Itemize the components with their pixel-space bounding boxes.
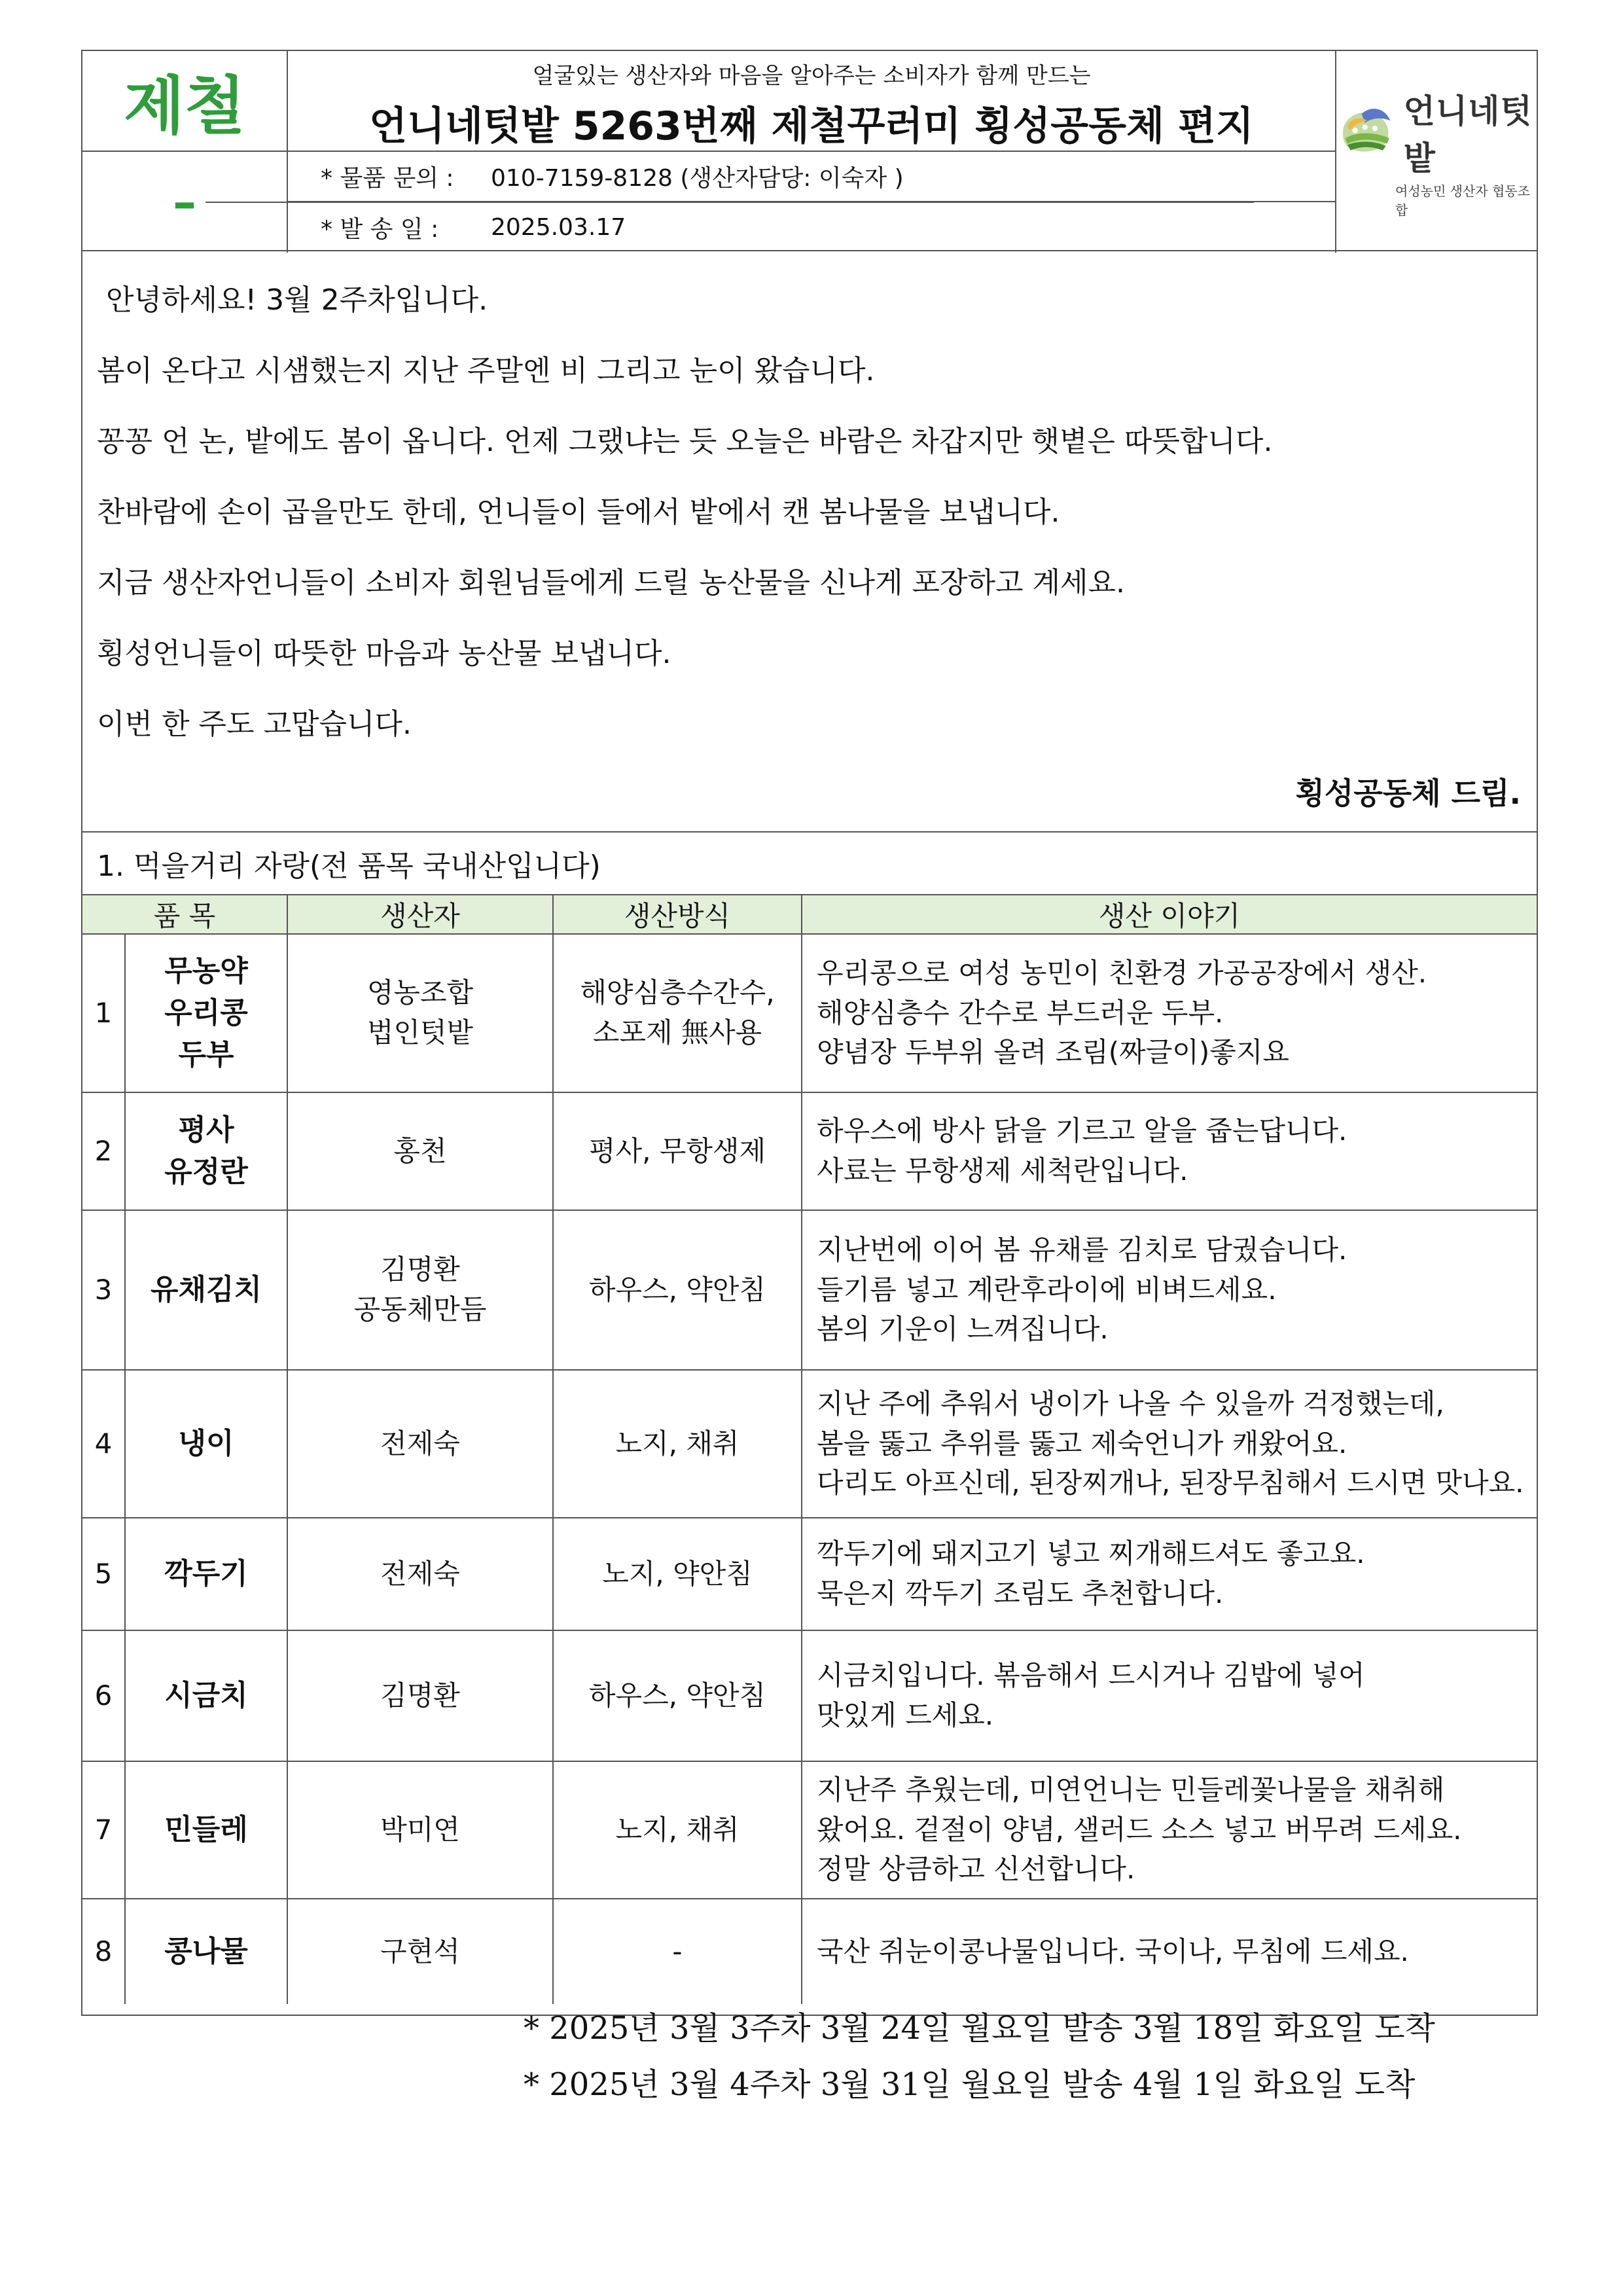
producer-line: 공동체만듬 — [353, 1293, 487, 1325]
row-number: 7 — [82, 1762, 126, 1898]
schedule-note: * 2025년 3월 4주차 3월 31일 월요일 발송 4월 1일 화요일 도착 — [524, 2066, 1416, 2103]
item-name-line: 유정란 — [164, 1155, 248, 1189]
method-line: 노지, 약안침 — [602, 1557, 753, 1590]
method-line: - — [672, 1935, 683, 1967]
letter-line: 이번 한 주도 고맙습니다. — [97, 708, 412, 741]
letter-line: 지금 생산자언니들이 소비자 회원님들에게 드릴 농산물을 신나게 포장하고 계세요. — [97, 566, 1126, 600]
story-line: 시금치입니다. 볶음해서 드시거나 김밥에 넣어 — [817, 1659, 1365, 1692]
letter-line: 횡성언니들이 따뜻한 마음과 농산물 보냅니다. — [97, 637, 671, 670]
producer — [288, 1899, 554, 2004]
farm-field-logo-icon — [1336, 96, 1397, 168]
method-line: 노지, 채취 — [615, 1813, 740, 1846]
method — [554, 935, 802, 1092]
story-line: 봄을 뚫고 추위를 뚫고 제숙언니가 캐왔어요. — [817, 1427, 1347, 1460]
item-name — [126, 1518, 288, 1630]
table-row — [82, 1371, 1537, 1518]
story — [802, 1899, 1537, 2004]
table-row — [82, 1093, 1537, 1211]
row-number: 4 — [82, 1371, 126, 1517]
season-tag: 제철 — [82, 51, 288, 152]
item-name-line: 깍두기 — [164, 1557, 248, 1591]
item-name-line: 평사 — [178, 1113, 234, 1147]
story — [802, 1518, 1537, 1630]
method — [554, 1762, 802, 1898]
item-name-line: 민들레 — [164, 1813, 248, 1847]
letter-line: 안녕하세요! 3월 2주차입니다. — [106, 283, 488, 317]
title-cell — [288, 51, 1336, 152]
story-line: 봄의 기운이 느껴집니다. — [817, 1313, 1109, 1346]
method-line: 노지, 채취 — [615, 1427, 740, 1460]
method — [554, 1899, 802, 2004]
inquiry-label: * 물품 문의 : — [321, 165, 454, 192]
item-name-line: 콩나물 — [164, 1935, 248, 1969]
story-line: 우리콩으로 여성 농민이 친환경 가공공장에서 생산. — [817, 956, 1427, 989]
story — [802, 1093, 1537, 1210]
row-number: 5 — [82, 1518, 126, 1630]
story — [802, 1371, 1537, 1517]
producer — [288, 1211, 554, 1369]
table-row — [82, 1762, 1537, 1899]
logo-name: 언니네텃밭 — [1403, 92, 1533, 177]
header-producer: 생산자 — [288, 895, 554, 935]
item-name-line: 냉이 — [178, 1427, 234, 1461]
producer-line: 법인텃밭 — [366, 1016, 474, 1049]
row-number: 6 — [82, 1631, 126, 1761]
letter-body — [81, 251, 1538, 833]
story-line: 지난주 추웠는데, 미연언니는 민들레꽃나물을 채취해 — [817, 1773, 1445, 1806]
item-name — [126, 1899, 288, 2004]
method-line: 해양심층수간수, — [580, 977, 775, 1009]
item-name — [126, 935, 288, 1092]
page-title: 언니네텃밭 5263번째 제철꾸러미 횡성공동체 편지 — [369, 103, 1254, 149]
method-line: 소포제 無사용 — [592, 1016, 762, 1049]
table-row — [82, 1518, 1537, 1631]
story-line: 지난번에 이어 봄 유채를 김치로 담궜습니다. — [817, 1233, 1347, 1266]
inquiry-value: 010-7159-8128 (생산자담당: 이숙자 ) — [491, 165, 904, 192]
method — [554, 1631, 802, 1761]
row-number: 3 — [82, 1211, 126, 1369]
story-line: 하우스에 방사 닭을 기르고 알을 줍는답니다. — [817, 1115, 1347, 1147]
story-line: 왔어요. 겉절이 양념, 샐러드 소스 넣고 버무려 드세요. — [817, 1813, 1462, 1846]
product-table — [81, 895, 1538, 2016]
method-line: 하우스, 약안침 — [588, 1273, 766, 1306]
letter-line: 꽁꽁 언 논, 밭에도 봄이 옵니다. 언제 그랬냐는 듯 오늘은 바람은 차갑지만 햇볕은 따뜻합니다. — [97, 425, 1273, 458]
producer-line: 전제숙 — [380, 1427, 460, 1460]
header-method: 생산방식 — [554, 895, 802, 935]
logo — [1336, 51, 1539, 253]
item-name-line: 우리콩 — [164, 996, 248, 1030]
table-row — [82, 935, 1537, 1093]
producer-line: 구현석 — [380, 1935, 460, 1967]
method — [554, 1211, 802, 1369]
story-line: 국산 쥐눈이콩나물입니다. 국이나, 무침에 드세요. — [817, 1935, 1409, 1967]
letter-line: 찬바람에 손이 곱을만도 한데, 언니들이 들에서 밭에서 캔 봄나물을 보냅니다. — [97, 495, 1060, 529]
story-line: 들기름 넣고 계란후라이에 비벼드세요. — [817, 1273, 1277, 1306]
inquiry-row — [288, 152, 1336, 202]
page-subtitle: 얼굴있는 생산자와 마음을 알아주는 소비자가 함께 만드는 — [532, 63, 1091, 89]
row-number: 2 — [82, 1093, 126, 1210]
story-line: 양념장 두부위 올려 조림(짜글이)좋지요 — [817, 1036, 1289, 1069]
ship-date-value: 2025.03.17 — [491, 214, 626, 241]
story — [802, 1211, 1537, 1369]
story-line: 지난 주에 추워서 냉이가 나올 수 있을까 걱정했는데, — [817, 1387, 1444, 1420]
item-name-line: 두부 — [178, 1037, 234, 1071]
letter-signature: 횡성공동체 드림. — [1295, 776, 1521, 811]
producer-line: 홍천 — [393, 1134, 447, 1167]
header-story: 생산 이야기 — [802, 895, 1537, 935]
story-line: 묵은지 깍두기 조림도 추천합니다. — [817, 1577, 1224, 1609]
logo-subtitle: 여성농민 생산자 협동조합 — [1395, 183, 1530, 218]
row-number: 1 — [82, 935, 126, 1092]
producer — [288, 1762, 554, 1898]
table-row — [82, 1899, 1537, 2004]
dash-cell: – — [82, 152, 288, 253]
producer — [288, 1631, 554, 1761]
producer-line: 김명환 — [380, 1679, 460, 1712]
producer — [288, 1371, 554, 1517]
header-item: 품 목 — [82, 895, 288, 935]
item-name — [126, 1211, 288, 1369]
producer-line: 영농조합 — [366, 977, 474, 1009]
producer-line: 박미연 — [380, 1813, 460, 1846]
story-line: 맛있게 드세요. — [817, 1699, 994, 1731]
method-line: 평사, 무항생제 — [588, 1134, 766, 1167]
schedule-note: * 2025년 3월 3주차 3월 24일 월요일 발송 3월 18일 화요일 도착 — [524, 2010, 1435, 2047]
story — [802, 1631, 1537, 1761]
story-line: 다리도 아프신데, 된장찌개나, 된장무침해서 드시면 맛나요. — [817, 1467, 1524, 1499]
method — [554, 1518, 802, 1630]
producer — [288, 935, 554, 1092]
item-name-line: 유채김치 — [150, 1273, 262, 1307]
producer-line: 김명환 — [380, 1253, 460, 1286]
item-name-line: 무농약 — [164, 954, 248, 988]
letter-header — [81, 50, 1538, 251]
method — [554, 1371, 802, 1517]
ship-date-label: * 발 송 일 : — [321, 216, 439, 243]
producer — [288, 1518, 554, 1630]
story-line: 해양심층수 간수로 부드러운 두부. — [817, 996, 1224, 1029]
item-name-line: 시금치 — [164, 1679, 248, 1713]
ship-date-row — [288, 202, 1336, 253]
story — [802, 1762, 1537, 1898]
section-title: 1. 먹을거리 자랑(전 품목 국내산입니다) — [81, 833, 1538, 895]
item-name — [126, 1371, 288, 1517]
story-line: 정말 상큼하고 신선합니다. — [817, 1853, 1135, 1886]
table-row — [82, 1631, 1537, 1762]
story-line: 사료는 무항생제 세척란입니다. — [817, 1155, 1188, 1187]
item-name — [126, 1093, 288, 1210]
story — [802, 935, 1537, 1092]
producer-line: 전제숙 — [380, 1557, 460, 1590]
method — [554, 1093, 802, 1210]
story-line: 깍두기에 돼지고기 넣고 찌개해드셔도 좋고요. — [817, 1537, 1365, 1570]
row-number: 8 — [82, 1899, 126, 2004]
item-name — [126, 1631, 288, 1761]
item-name — [126, 1762, 288, 1898]
letter-line: 봄이 온다고 시샘했는지 지난 주말엔 비 그리고 눈이 왔습니다. — [97, 354, 875, 387]
method-line: 하우스, 약안침 — [588, 1679, 766, 1712]
table-row — [82, 1211, 1537, 1371]
producer — [288, 1093, 554, 1210]
